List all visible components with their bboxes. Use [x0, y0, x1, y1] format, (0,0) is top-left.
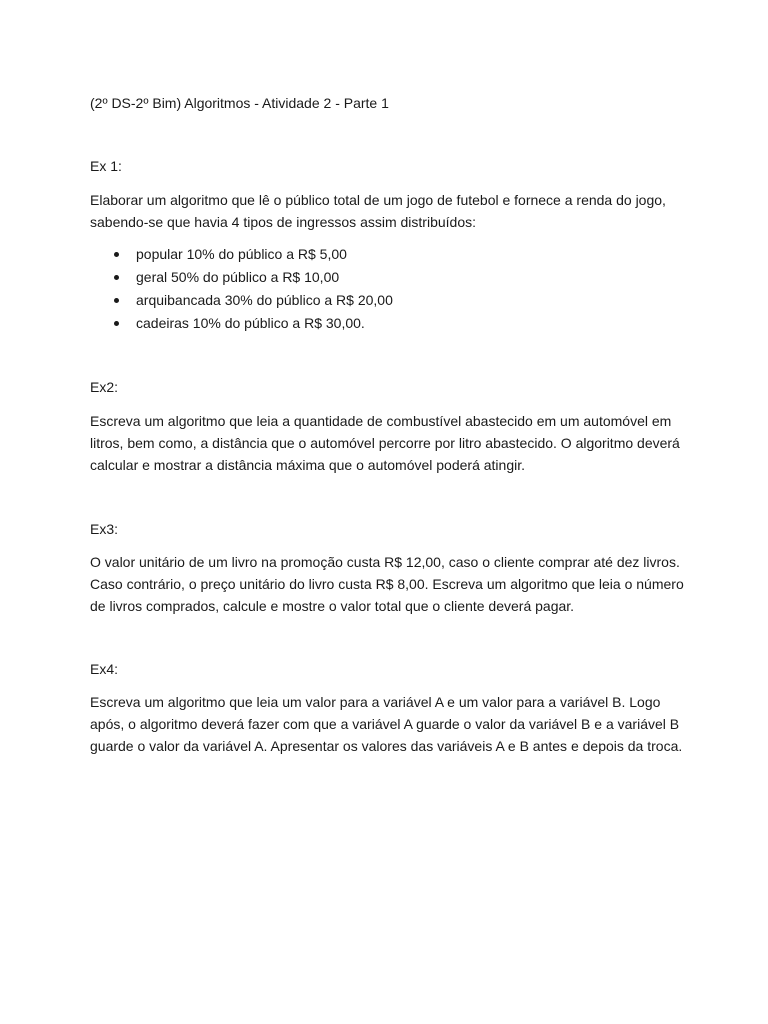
bullet-icon [114, 298, 119, 303]
exercise-2-heading: Ex2: [90, 379, 119, 395]
list-item [90, 289, 690, 312]
bullet-icon [114, 252, 119, 257]
exercise-1-text: Elaborar um algoritmo que lê o público total de um jogo de futebol e fornece a renda do jogo, sabendo-se que havia 4 tipos de ingressos assim distribuídos: [90, 192, 666, 230]
list-item [90, 243, 690, 266]
ticket-type-geral: geral 50% do público a R$ 10,00 [136, 269, 340, 285]
exercise-3-heading: Ex3: [90, 521, 119, 537]
ticket-type-cadeiras: cadeiras 10% do público a R$ 30,00. [136, 315, 365, 331]
list-item [90, 312, 690, 335]
document-title: (2º DS-2º Bim) Algoritmos - Atividade 2 - Parte 1 [90, 95, 389, 111]
exercise-2-text: Escreva um algoritmo que leia a quantidade de combustível abastecido em um automóvel em litros, bem como, a distância que o automóvel percorre por litro abastecido. O algoritmo deverá calcular e mostrar a distância máxima que o automóvel poderá atingir. [90, 413, 680, 473]
exercise-4-text: Escreva um algoritmo que leia um valor para a variável A e um valor para a variável B. Logo após, o algoritmo deverá fazer com que a variável A guarde o valor da variável B e a variável B guarde o valor da variável A. Apresentar os valores das variáveis A e B antes e depois da troca. [90, 694, 683, 754]
list-item [90, 266, 690, 289]
exercise-1-ticket-list [90, 243, 690, 335]
document-page [90, 92, 690, 757]
exercise-3-text: O valor unitário de um livro na promoção custa R$ 12,00, caso o cliente comprar até dez livros. Caso contrário, o preço unitário do livro custa R$ 8,00. Escreva um algoritmo que leia o número de livros comprados, calcule e mostre o valor total que o cliente deverá pagar. [90, 554, 684, 614]
bullet-icon [114, 275, 119, 280]
exercise-1-heading: Ex 1: [90, 158, 122, 174]
ticket-type-popular: popular 10% do público a R$ 5,00 [136, 246, 347, 262]
exercise-4-heading: Ex4: [90, 661, 119, 677]
bullet-icon [114, 321, 119, 326]
ticket-type-arquibancada: arquibancada 30% do público a R$ 20,00 [136, 292, 393, 308]
